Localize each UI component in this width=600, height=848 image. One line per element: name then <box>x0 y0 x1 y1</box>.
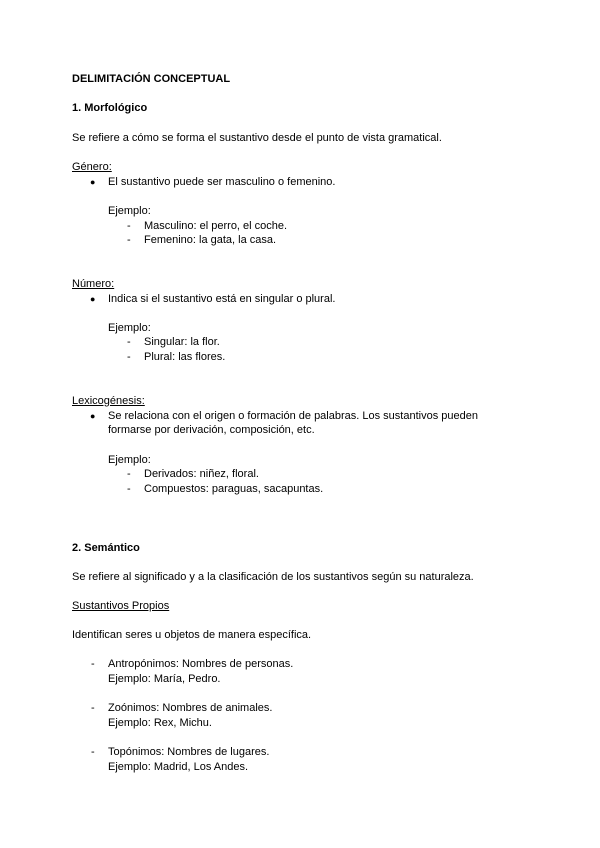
numero-example-label: Ejemplo: <box>108 322 151 334</box>
numero-label: Número: <box>72 278 115 290</box>
genero-label: Género: <box>72 161 112 173</box>
section-1-heading: 1. Morfológico <box>72 102 148 114</box>
bullet-icon: ● <box>90 411 96 421</box>
sustantivos-propios-label: Sustantivos Propios <box>72 600 170 612</box>
dash-icon: - <box>91 702 95 714</box>
genero-example-item: Femenino: la gata, la casa. <box>144 234 277 246</box>
section-2-intro: Se refiere al significado y a la clasificación de los sustantivos según su naturaleza. <box>72 571 474 583</box>
dash-icon: - <box>127 220 131 232</box>
document-title: DELIMITACIÓN CONCEPTUAL <box>72 73 231 85</box>
section-1-intro: Se refiere a cómo se forma el sustantivo desde el punto de vista gramatical. <box>72 132 442 144</box>
dash-icon: - <box>127 351 131 363</box>
dash-icon: - <box>127 234 131 246</box>
lexicogenesis-example-label: Ejemplo: <box>108 454 151 466</box>
dash-icon: - <box>91 658 95 670</box>
dash-icon: - <box>127 483 131 495</box>
genero-example-label: Ejemplo: <box>108 205 151 217</box>
propios-item-example: Ejemplo: Madrid, Los Andes. <box>108 761 249 773</box>
genero-example-item: Masculino: el perro, el coche. <box>144 220 288 232</box>
propios-item-example: Ejemplo: Rex, Michu. <box>108 717 212 729</box>
dash-icon: - <box>127 468 131 480</box>
numero-bullet-text: Indica si el sustantivo está en singular o plural. <box>108 293 336 305</box>
bullet-icon: ● <box>90 294 96 304</box>
propios-item-name: Antropónimos: Nombres de personas. <box>108 658 294 670</box>
bullet-icon: ● <box>90 177 96 187</box>
lexicogenesis-label: Lexicogénesis: <box>72 395 145 407</box>
sustantivos-propios-desc: Identifican seres u objetos de manera específica. <box>72 629 312 641</box>
numero-example-item: Plural: las flores. <box>144 351 226 363</box>
section-2-heading: 2. Semántico <box>72 542 140 554</box>
lexicogenesis-bullet-line-1: Se relaciona con el origen o formación de palabras. Los sustantivos pueden <box>108 410 478 422</box>
propios-item-name: Topónimos: Nombres de lugares. <box>108 746 270 758</box>
dash-icon: - <box>127 336 131 348</box>
lexicogenesis-bullet-line-2: formarse por derivación, composición, etc. <box>108 424 315 436</box>
dash-icon: - <box>91 746 95 758</box>
lexicogenesis-example-item: Derivados: niñez, floral. <box>144 468 259 480</box>
genero-bullet-text: El sustantivo puede ser masculino o femenino. <box>108 176 336 188</box>
propios-item-example: Ejemplo: María, Pedro. <box>108 673 221 685</box>
numero-example-item: Singular: la flor. <box>144 336 220 348</box>
propios-item-name: Zoónimos: Nombres de animales. <box>108 702 273 714</box>
lexicogenesis-example-item: Compuestos: paraguas, sacapuntas. <box>144 483 324 495</box>
